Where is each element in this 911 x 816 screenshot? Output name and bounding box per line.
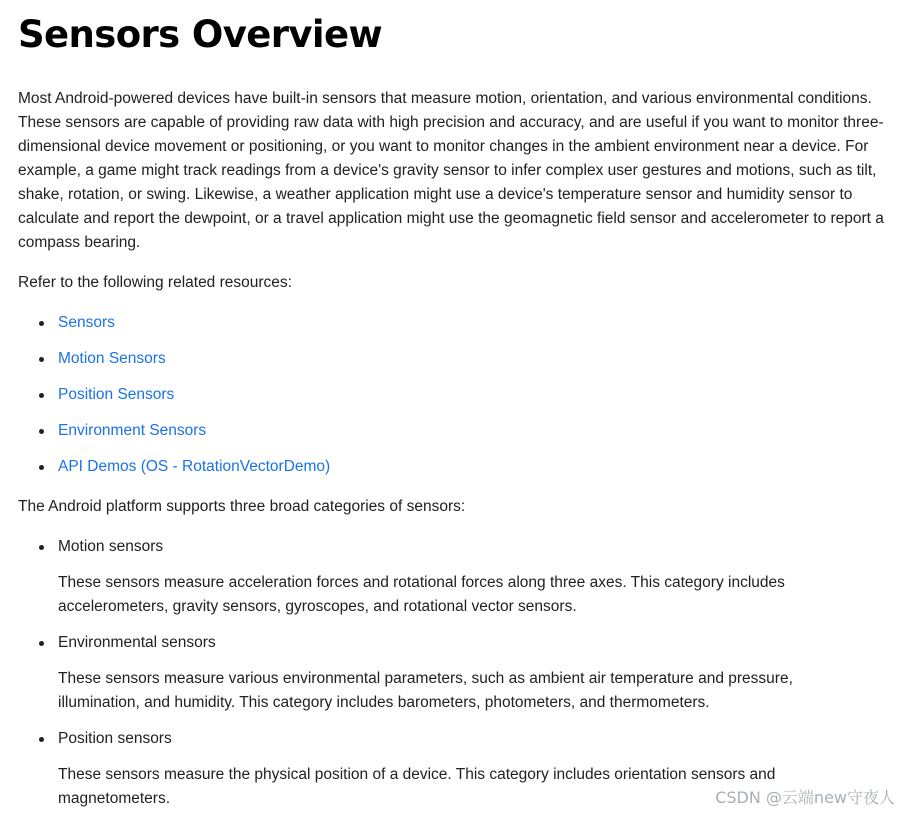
category-title-position: Position sensors (58, 730, 172, 747)
watermark-text: CSDN @云端new守夜人 (715, 788, 895, 807)
category-description-motion: These sensors measure acceleration forces and rotational forces along three axes. This category includes accelerometers, gravity sensors, gyroscopes, and rotational vector sensors. (58, 574, 785, 615)
link-motion-sensors[interactable]: Motion Sensors (58, 350, 166, 367)
bullet-icon (39, 737, 44, 742)
bullet-icon (39, 545, 44, 550)
list-item (18, 383, 888, 407)
list-item (18, 535, 888, 619)
bullet-icon (39, 357, 44, 362)
link-sensors[interactable]: Sensors (58, 314, 115, 331)
page-title: Sensors Overview (18, 13, 383, 56)
resource-links-list (18, 311, 888, 479)
list-item (18, 455, 888, 479)
link-position-sensors[interactable]: Position Sensors (58, 386, 175, 403)
list-item (18, 311, 888, 335)
category-title-motion: Motion sensors (58, 538, 164, 555)
link-api-demos[interactable]: API Demos (OS - RotationVectorDemo) (58, 458, 331, 475)
list-item (18, 631, 888, 715)
intro-paragraph: Most Android-powered devices have built-in sensors that measure motion, orientation, and various environmental conditions. These sensors are capable of providing raw data with high precision and accuracy, and are useful if you want to monitor three-dimensional device movement or positioning, or you want to monitor changes in the ambient environment near a device. For example, a game might track readings from a device's gravity sensor to infer complex user gestures and motions, such as tilt, shake, rotation, or swing. Likewise, a weather application might use a device's temperature sensor and humidity sensor to calculate and report the dewpoint, or a travel application might use the geomagnetic field sensor and accelerometer to report a compass bearing. (18, 90, 884, 251)
list-item (18, 419, 888, 443)
bullet-icon (39, 321, 44, 326)
page-content (18, 10, 888, 811)
bullet-icon (39, 641, 44, 646)
categories-intro: The Android platform supports three broad categories of sensors: (18, 498, 466, 515)
category-title-environmental: Environmental sensors (58, 634, 216, 651)
category-description-position: These sensors measure the physical position of a device. This category includes orientation sensors and magnetometers. (58, 766, 776, 807)
list-item (18, 347, 888, 371)
bullet-icon (39, 429, 44, 434)
bullet-icon (39, 393, 44, 398)
resources-intro: Refer to the following related resources: (18, 274, 292, 291)
link-environment-sensors[interactable]: Environment Sensors (58, 422, 207, 439)
bullet-icon (39, 465, 44, 470)
sensor-categories-list (18, 535, 888, 811)
category-description-environmental: These sensors measure various environmental parameters, such as ambient air temperature and pressure, illumination, and humidity. This category includes barometers, photometers, and thermometers. (58, 670, 793, 711)
